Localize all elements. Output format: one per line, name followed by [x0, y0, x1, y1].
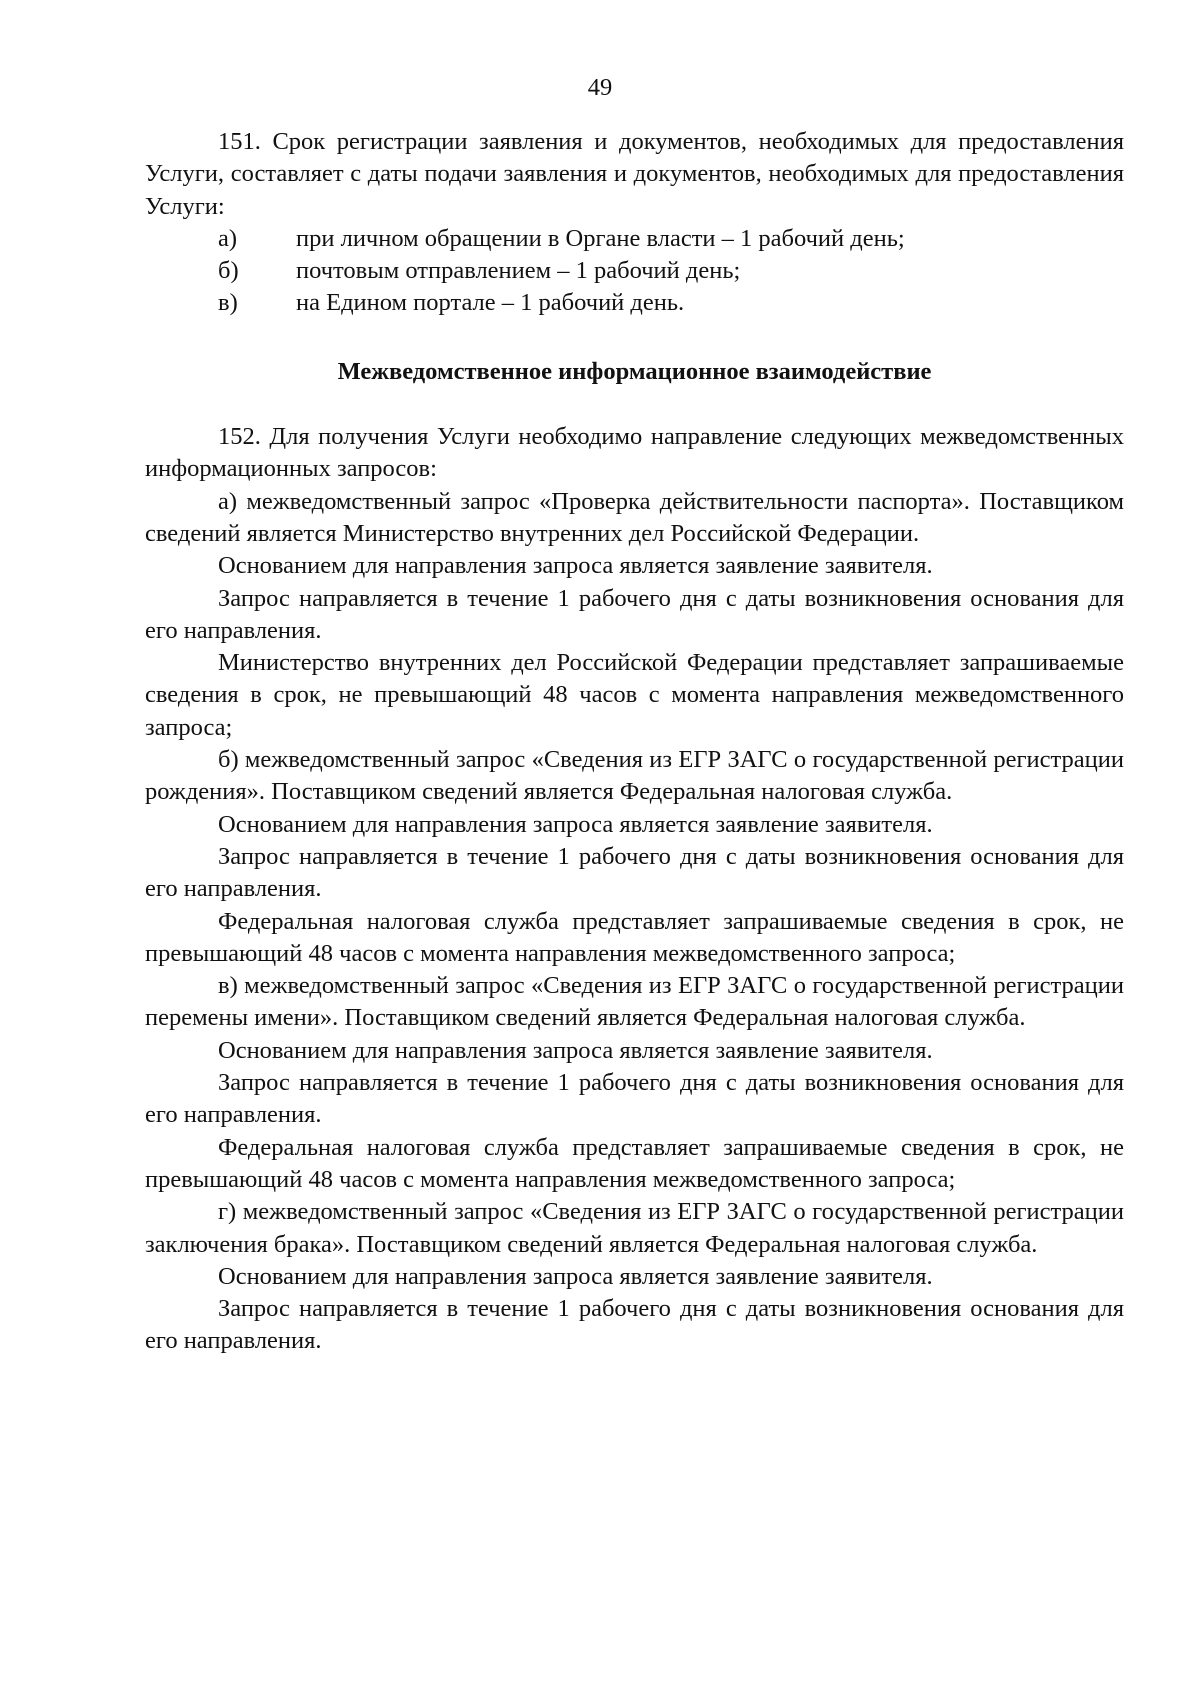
request-response: Федеральная налоговая служба представляет запрашиваемые сведения в срок, не превышающий 48 часов с момента направления межведомственного запроса; [145, 1133, 1124, 1193]
section-heading: Межведомственное информационное взаимодействие [337, 357, 932, 385]
list-item-text: при личном обращении в Органе власти – 1 рабочий день; [296, 224, 905, 252]
list-marker: б) [218, 257, 239, 285]
list-item [145, 223, 1124, 255]
request-v: в) межведомственный запрос «Сведения из ЕГР ЗАГС о государственной регистрации перемены имени». Поставщиком сведений является Федеральная налоговая служба. [145, 972, 1124, 1032]
paragraph-151: 151. Срок регистрации заявления и документов, необходимых для предоставления Услуги, составляет с даты подачи заявления и документов, необходимых для предоставления Услуги: [145, 128, 1124, 220]
list-marker: а) [218, 224, 238, 252]
request-a: а) межведомственный запрос «Проверка действительности паспорта». Поставщиком сведений является Министерство внутренних дел Российской Федерации. [145, 487, 1124, 547]
page-number: 49 [587, 74, 613, 101]
paragraph-152-intro: 152. Для получения Услуги необходимо направление следующих межведомственных информационных запросов: [145, 423, 1124, 483]
list-item [145, 287, 1124, 319]
request-basis: Основанием для направления запроса является заявление заявителя. [218, 1262, 933, 1290]
list-item-text: почтовым отправлением – 1 рабочий день; [296, 257, 741, 285]
request-basis: Основанием для направления запроса является заявление заявителя. [218, 1036, 933, 1064]
request-response: Министерство внутренних дел Российской Федерации представляет запрашиваемые сведения в срок, не превышающий 48 часов с момента направления межведомственного запроса; [145, 649, 1124, 741]
list-item [145, 255, 1124, 287]
request-basis: Основанием для направления запроса является заявление заявителя. [218, 552, 933, 580]
request-timing: Запрос направляется в течение 1 рабочего дня с даты возникновения основания для его направления. [145, 1069, 1124, 1129]
request-basis: Основанием для направления запроса является заявление заявителя. [218, 810, 933, 838]
request-timing: Запрос направляется в течение 1 рабочего дня с даты возникновения основания для его направления. [145, 842, 1124, 903]
document-body [145, 126, 1124, 1358]
request-timing: Запрос направляется в течение 1 рабочего дня с даты возникновения основания для его направления. [145, 1295, 1124, 1355]
list-item-text: на Едином портале – 1 рабочий день. [296, 289, 685, 317]
request-response: Федеральная налоговая служба представляет запрашиваемые сведения в срок, не превышающий 48 часов с момента направления межведомственного запроса; [145, 907, 1124, 967]
request-b: б) межведомственный запрос «Сведения из ЕГР ЗАГС о государственной регистрации рождения». Поставщиком сведений является Федеральная налоговая служба. [145, 746, 1124, 806]
request-g: г) межведомственный запрос «Сведения из ЕГР ЗАГС о государственной регистрации заключения брака». Поставщиком сведений является Федеральная налоговая служба. [145, 1198, 1124, 1258]
request-timing: Запрос направляется в течение 1 рабочего дня с даты возникновения основания для его направления. [145, 584, 1124, 644]
list-marker: в) [218, 289, 238, 317]
